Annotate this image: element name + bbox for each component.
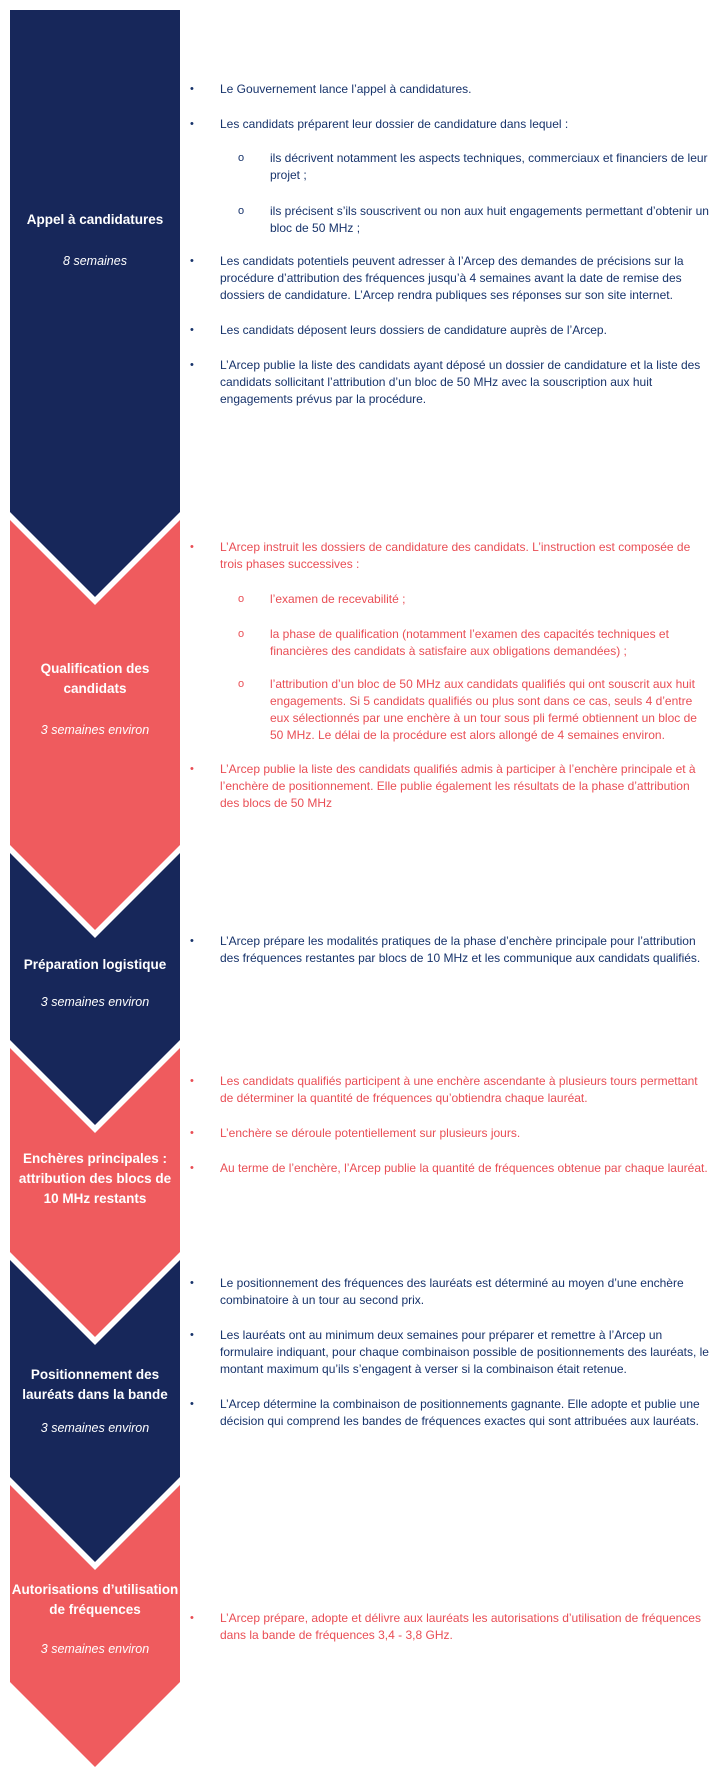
stage-title: Enchères principales : attribution des blocs de 10 MHz restants [18,1151,172,1206]
bullet-icon: • [190,324,194,336]
stage-content-qualification [190,539,712,812]
stage-label-encheres [10,1149,180,1209]
list-item: • L’Arcep prépare les modalités pratiques de la phase d’enchère principale pour l’attribution des fréquences restantes par blocs de 10 MHz et les communique aux candidats qualifiés. [190,934,701,965]
sub-list-item: o l’examen de recevabilité ; [238,592,406,606]
stage-duration: 8 semaines [63,254,127,268]
bullet-icon: • [190,935,194,947]
stage-title: Autorisations d’utilisation de fréquences [11,1582,179,1617]
stage-duration: 3 semaines environ [40,995,150,1009]
list-item: • L’Arcep instruit les dossiers de candidature des candidats. L’instruction est composée de trois phases successives : [190,540,691,571]
list-item: • Les candidats potentiels peuvent adresser à l’Arcep des demandes de précisions sur la procédure d’attribution des fréquences jusqu’à 4 semaines avant la date de remise des dossiers de candidature. L’Arcep rendra publiques ses réponses sur son site internet. [190,254,684,302]
bullet-icon: • [190,541,194,553]
bullet-icon: • [190,255,194,267]
stage-content-preparation [190,933,712,967]
circle-bullet-icon: o [238,593,245,605]
sub-list-item: o la phase de qualification (notamment l’examen des capacités techniques et financières des candidats à satisfaire aux obligations demandées) ; [238,627,669,658]
bullet-icon: • [190,1127,194,1139]
list-item: • Les lauréats ont au minimum deux semaines pour préparer et remettre à l’Arcep un formulaire indiquant, pour chaque combinaison possible de positionnements des lauréats, le montant maximum qu’ils s’engagent à verser si la combinaison était retenue. [190,1328,709,1376]
stage-label-appel [10,210,180,268]
stage-label-qualification [10,659,180,737]
circle-bullet-icon: o [238,152,245,164]
stage-content-encheres [190,1073,712,1177]
sub-list-item: o l’attribution d’un bloc de 50 MHz aux candidats qualifiés qui ont souscrit aux huit engagements. Si 5 candidats qualifiés ou plus sont dans ce cas, seuls 4 d’entre eux sélectionnés par une enchère à un tour sous pli fermé obtiennent un bloc de 50 MHz. Le délai de la procédure est alors allongé de 4 semaines environ. [238,677,697,742]
list-item: • L’Arcep détermine la combinaison de positionnements gagnante. Elle adopte et publie une décision qui comprend les bandes de fréquences exactes qui sont attribuées aux lauréats. [190,1397,700,1428]
stage-duration: 3 semaines environ [40,1421,150,1435]
stage-label-autorisations [10,1580,180,1656]
stage-duration: 3 semaines environ [40,723,150,737]
list-item: • L’Arcep prépare, adopte et délivre aux lauréats les autorisations d’utilisation de fréquences dans la bande de fréquences 3,4 - 3,8 GHz. [190,1611,701,1642]
list-item: • Les candidats qualifiés participent à une enchère ascendante à plusieurs tours permettant de déterminer la quantité de fréquences qu’obtiendra chaque lauréat. [190,1074,698,1105]
sub-list-item: o ils décrivent notamment les aspects techniques, commerciaux et financiers de leur projet ; [238,151,708,182]
bullet-icon: • [190,1277,194,1289]
circle-bullet-icon: o [238,628,245,640]
sub-list-item: o ils précisent s’ils souscrivent ou non aux huit engagements permettant d’obtenir un bloc de 50 MHz ; [238,204,709,235]
bullet-icon: • [190,763,194,775]
bullet-icon: • [190,1398,194,1410]
circle-bullet-icon: o [238,205,245,217]
list-item: • L’enchère se déroule potentiellement sur plusieurs jours. [190,1126,521,1140]
stage-label-positionnement [10,1365,180,1435]
bullet-icon: • [190,1329,194,1341]
bullet-icon: • [190,359,194,371]
stage-title: Positionnement des lauréats dans la bande [22,1367,168,1402]
stage-title: Qualification des candidats [40,661,150,696]
list-item: • Le positionnement des fréquences des lauréats est déterminé au moyen d’une enchère combinatoire à un tour au second prix. [190,1276,684,1307]
chevron-appel [10,10,180,597]
circle-bullet-icon: o [238,678,245,690]
stage-title: Appel à candidatures [26,212,164,227]
stage-content-positionnement [190,1275,712,1430]
list-item: • Le Gouvernement lance l’appel à candidatures. [190,82,472,96]
stage-content-autorisations [190,1610,712,1644]
bullet-icon: • [190,1162,194,1174]
stage-title: Préparation logistique [23,957,167,972]
bullet-icon: • [190,118,194,130]
stage-label-preparation [10,955,180,1009]
list-item: • L’Arcep publie la liste des candidats qualifiés admis à participer à l’enchère principale et à l’enchère de positionnement. Elle publie également les résultats de la phase d’attribution des blocs de 50 MHz [190,762,696,810]
bullet-icon: • [190,83,194,95]
list-item: • L’Arcep publie la liste des candidats ayant déposé un dossier de candidature et la liste des candidats sollicitant l’attribution d’un bloc de 50 MHz avec la souscription aux huit engagements prévus par la procédure. [190,358,701,406]
stage-content-appel [190,81,712,408]
stage-duration: 3 semaines environ [40,1642,150,1656]
bullet-icon: • [190,1075,194,1087]
bullet-icon: • [190,1612,194,1624]
list-item: • Les candidats préparent leur dossier de candidature dans lequel : [190,117,569,131]
list-item: • Au terme de l’enchère, l’Arcep publie la quantité de fréquences obtenue par chaque lauréat. [190,1161,708,1175]
list-item: • Les candidats déposent leurs dossiers de candidature auprès de l’Arcep. [190,323,607,337]
